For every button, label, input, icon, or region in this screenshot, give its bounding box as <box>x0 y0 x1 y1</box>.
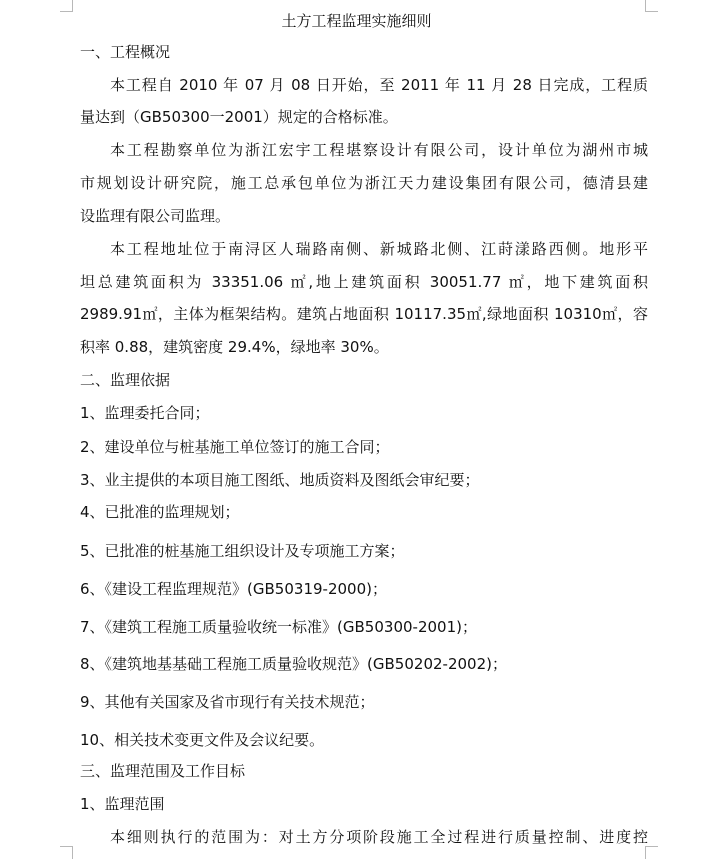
list-item: 1、监理委托合同； <box>80 404 210 422</box>
paragraph-line: 本工程自 2010 年 07 月 08 日开始，至 2011 年 11 月 28 日完成，工程质 <box>110 76 648 94</box>
section-heading-basis: 二、监理依据 <box>80 371 171 389</box>
list-item: 5、已批准的桩基施工组织设计及专项施工方案； <box>80 542 405 560</box>
list-item: 4、已批准的监理规划； <box>80 503 240 521</box>
document-title: 土方工程监理实施细则 <box>281 12 432 30</box>
list-item: 7、《建筑工程施工质量验收统一标准》(GB50300-2001)； <box>80 618 477 636</box>
paragraph-line: 积率 0.88，建筑密度 29.4%，绿地率 30%。 <box>80 338 389 356</box>
paragraph-line: 坦总建筑面积为 33351.06 ㎡,地上建筑面积 30051.77 ㎡，地下建筑面积 <box>80 273 648 291</box>
list-item: 8、《建筑地基基础工程施工质量验收规范》(GB50202-2002)； <box>80 655 507 673</box>
list-item: 3、业主提供的本项目施工图纸、地质资料及图纸会审纪要； <box>80 471 480 489</box>
list-item: 6、《建设工程监理规范》(GB50319-2000)； <box>80 580 387 598</box>
subsection-heading: 1、监理范围 <box>80 795 165 813</box>
list-item: 9、其他有关国家及省市现行有关技术规范； <box>80 693 375 711</box>
list-item: 10、相关技术变更文件及会议纪要。 <box>80 731 325 749</box>
paragraph-line: 量达到（GB50300一2001）规定的合格标准。 <box>80 108 398 126</box>
paragraph-line: 市规划设计研究院，施工总承包单位为浙江天力建设集团有限公司，德清县建 <box>80 174 648 192</box>
paragraph-line: 2989.91㎡，主体为框架结构。建筑占地面积 10117.35㎡,绿地面积 10310㎡，容 <box>80 305 648 323</box>
paragraph-line: 本工程地址位于南浔区人瑞路南侧、新城路北侧、江莳漾路西侧。地形平 <box>110 240 648 258</box>
section-heading-overview: 一、工程概况 <box>80 43 171 61</box>
paragraph-line: 本细则执行的范围为：对土方分项阶段施工全过程进行质量控制、进度控 <box>110 828 648 846</box>
paragraph-line: 设监理有限公司监理。 <box>80 207 231 225</box>
section-heading-scope: 三、监理范围及工作目标 <box>80 762 246 780</box>
list-item: 2、建设单位与桩基施工单位签订的施工合同； <box>80 438 390 456</box>
crop-mark-bottom-left <box>60 846 73 859</box>
paragraph-line: 本工程勘察单位为浙江宏宇工程堪察设计有限公司，设计单位为湖州市城 <box>110 141 648 159</box>
